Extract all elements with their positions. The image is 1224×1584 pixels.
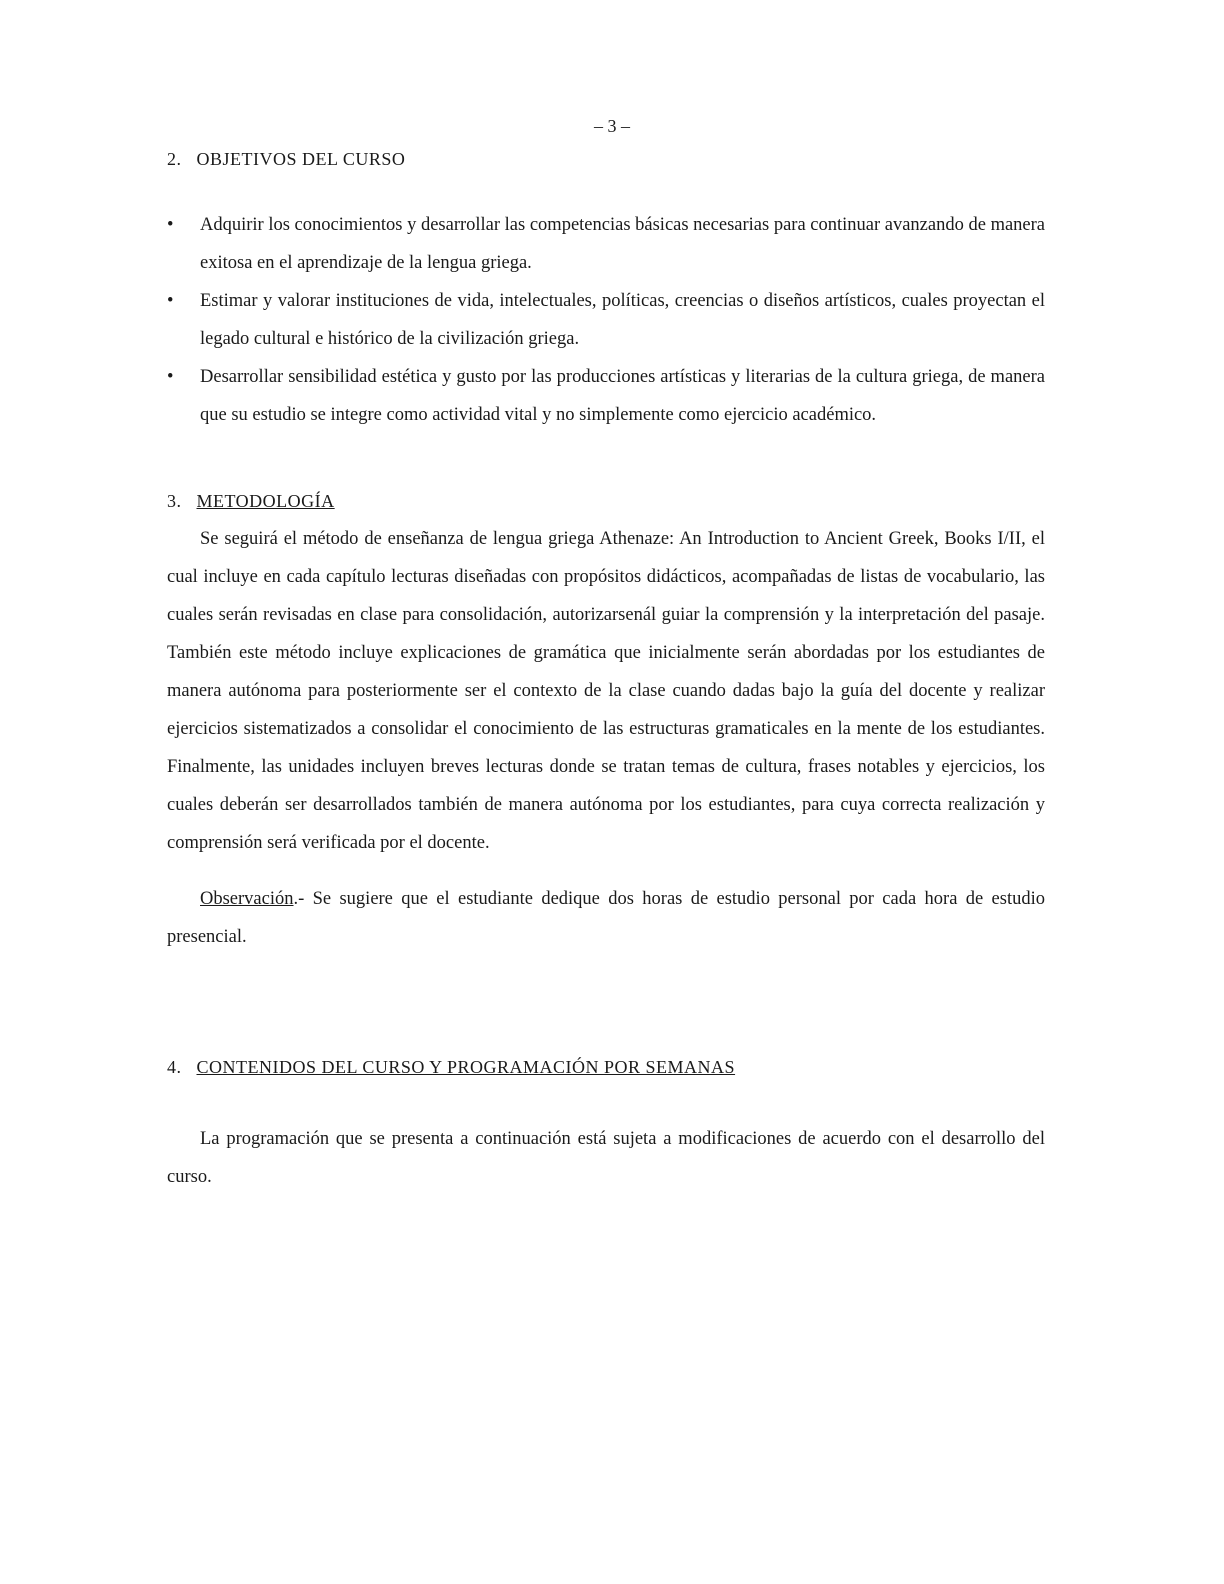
bullet-marker: • bbox=[167, 215, 174, 235]
list-item bbox=[167, 358, 1045, 434]
section-number: 4. bbox=[167, 1057, 182, 1077]
list-item bbox=[167, 282, 1045, 358]
objective-text: Adquirir los conocimientos y desarrollar las competencias básicas necesarias para continuar avanzando de manera exitosa en el aprendizaje de la lengua griega. bbox=[200, 215, 1046, 273]
objective-text: Estimar y valorar instituciones de vida, intelectuales, políticas, creencias o diseños artísticos, cuales proyectan el legado cultural e histórico de la civilización griega. bbox=[200, 291, 1045, 349]
section-heading-objectives bbox=[167, 140, 1045, 178]
observation-label: Observación bbox=[200, 889, 294, 909]
section-title: OBJETIVOS DEL CURSO bbox=[196, 149, 406, 169]
list-item bbox=[167, 206, 1045, 282]
section-title: METODOLOGÍA bbox=[196, 491, 335, 511]
section-heading-methodology bbox=[167, 482, 1045, 520]
bullet-marker: • bbox=[167, 367, 174, 387]
objective-text: Desarrollar sensibilidad estética y gusto por las producciones artísticas y literarias de la cultura griega, de manera que su estudio se integre como actividad vital y no simplemente como ejercicio académico. bbox=[200, 367, 1045, 425]
contents-paragraph: La programación que se presenta a continuación está sujeta a modificaciones de acuerdo con el desarrollo del curso. bbox=[167, 1129, 1045, 1187]
section-title: CONTENIDOS DEL CURSO Y PROGRAMACIÓN POR SEMANAS bbox=[196, 1057, 736, 1077]
observation-text: .- Se sugiere que el estudiante dedique dos horas de estudio personal por cada hora de estudio presencial. bbox=[167, 889, 1045, 947]
page-content bbox=[167, 140, 1045, 1196]
bullet-marker: • bbox=[167, 291, 174, 311]
methodology-paragraph: Se seguirá el método de enseñanza de lengua griega Athenaze: An Introduction to Ancient Greek, Books I/II, el cual incluye en cada capítulo lecturas diseñadas con propósitos didácticos, acompañadas de listas de vocabulario, las cuales serán revisadas en clase para consolidación, autorizarsenál guiar la comprensión y la interpretación del pasaje. También este método incluye explicaciones de gramática que inicialmente serán abordadas por los estudiantes de manera autónoma para posteriormente ser el contexto de la clase cuando dadas bajo la guía del docente y realizar ejercicios sistematizados a consolidar el conocimiento de las estructuras gramaticales en la mente de los estudiantes. Finalmente, las unidades incluyen breves lecturas donde se tratan temas de cultura, frases notables y ejercicios, los cuales deberán ser desarrollados también de manera autónoma por los estudiantes, para cuya correcta realización y comprensión será verificada por el docente. bbox=[167, 529, 1045, 853]
observation-paragraph bbox=[167, 880, 1045, 956]
section-heading-contents bbox=[167, 1048, 1045, 1086]
section-number: 3. bbox=[167, 491, 182, 511]
section-number: 2. bbox=[167, 149, 182, 169]
page-number: – 3 – bbox=[594, 116, 630, 136]
objectives-list bbox=[167, 206, 1045, 434]
